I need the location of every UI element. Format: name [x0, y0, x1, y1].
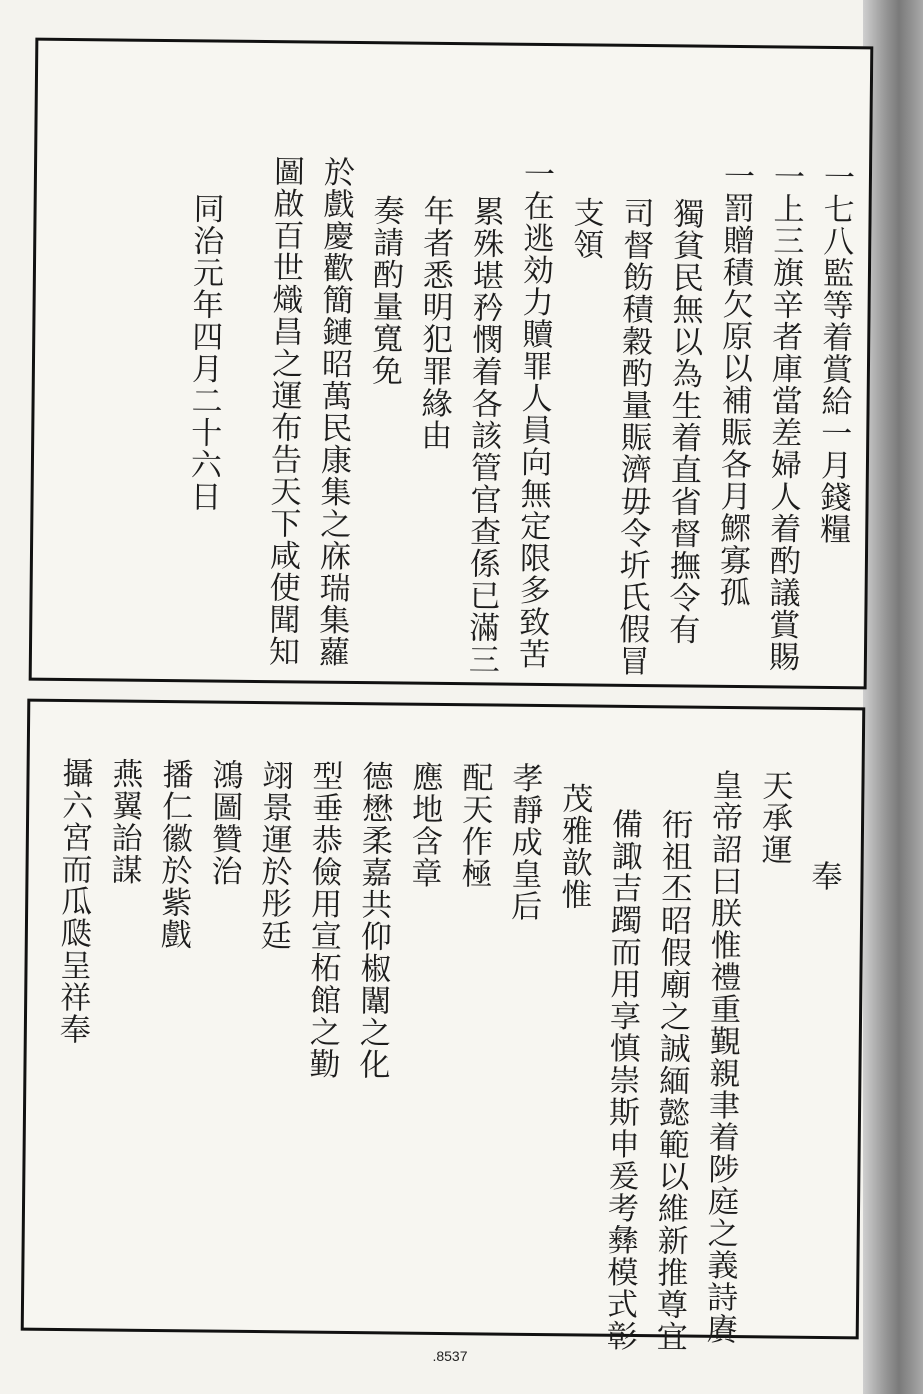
text-column: 攝六宮而瓜瓞呈祥奉	[53, 756, 93, 1046]
text-column: 茂雅歆惟	[555, 782, 593, 911]
book-binding-gutter	[863, 0, 923, 1394]
text-column: 一罰贈積欠原以補賑各月鰥寡孤	[713, 159, 755, 609]
text-column: 累殊堪矜憫着各該管官查係已滿三	[462, 195, 504, 676]
text-column: 孝靜成皇后	[505, 761, 543, 923]
page-number: .8537	[432, 1348, 468, 1364]
text-column: 司督飭積穀酌量賑濟毋令圻氏假冒	[612, 196, 654, 678]
text-column: 一七八監等着賞給一月錢糧	[814, 160, 855, 546]
bottom-text-panel	[21, 699, 866, 1353]
text-column: 皇帝詔曰朕惟禮重覲親聿着陟庭之義詩賡	[700, 768, 743, 1346]
text-column: 應地含章	[405, 760, 443, 889]
text-column: 德懋柔嘉共仰椒闈之化	[353, 760, 393, 1081]
text-column: 備諏吉躅而用享慎崇斯申爰考彝模式彰	[600, 807, 643, 1353]
text-column: 一在逃効力贖罪人員向無定限多致苦	[512, 157, 555, 671]
text-column: 奉	[805, 859, 842, 893]
text-column: 奏請酌量寬免	[365, 194, 404, 387]
top-text-panel	[29, 38, 874, 690]
text-column: 天承運	[755, 769, 793, 866]
text-column: 圖啟百世熾昌之運布告天下咸使聞知	[262, 155, 305, 668]
text-column: 鴻圖贊治	[205, 758, 243, 887]
text-column: 燕翼詒謀	[105, 757, 143, 886]
text-column: 於戲慶歡簡鏈昭萬民康集之庥瑞集蘿	[312, 155, 355, 668]
text-column: 支領	[567, 196, 604, 261]
text-column: 型垂恭儉用宣柘館之勤	[303, 759, 343, 1080]
text-column: 年者悉明犯罪緣由	[415, 194, 454, 452]
text-column: 播仁徽於紫戲	[154, 757, 193, 951]
text-column: 翊景運於彤廷	[254, 759, 293, 952]
text-column: 一上三旗辛者庫當差婦人着酌議賞賜	[762, 160, 805, 673]
text-column: 獨貧民無以為生着直省督撫令有	[663, 197, 704, 646]
date-column: 同治元年四月二十六日	[184, 192, 224, 513]
text-column: 衎祖丕昭假廟之誠緬懿範以維新推尊宜	[650, 808, 693, 1353]
text-column: 配天作極	[455, 761, 493, 890]
